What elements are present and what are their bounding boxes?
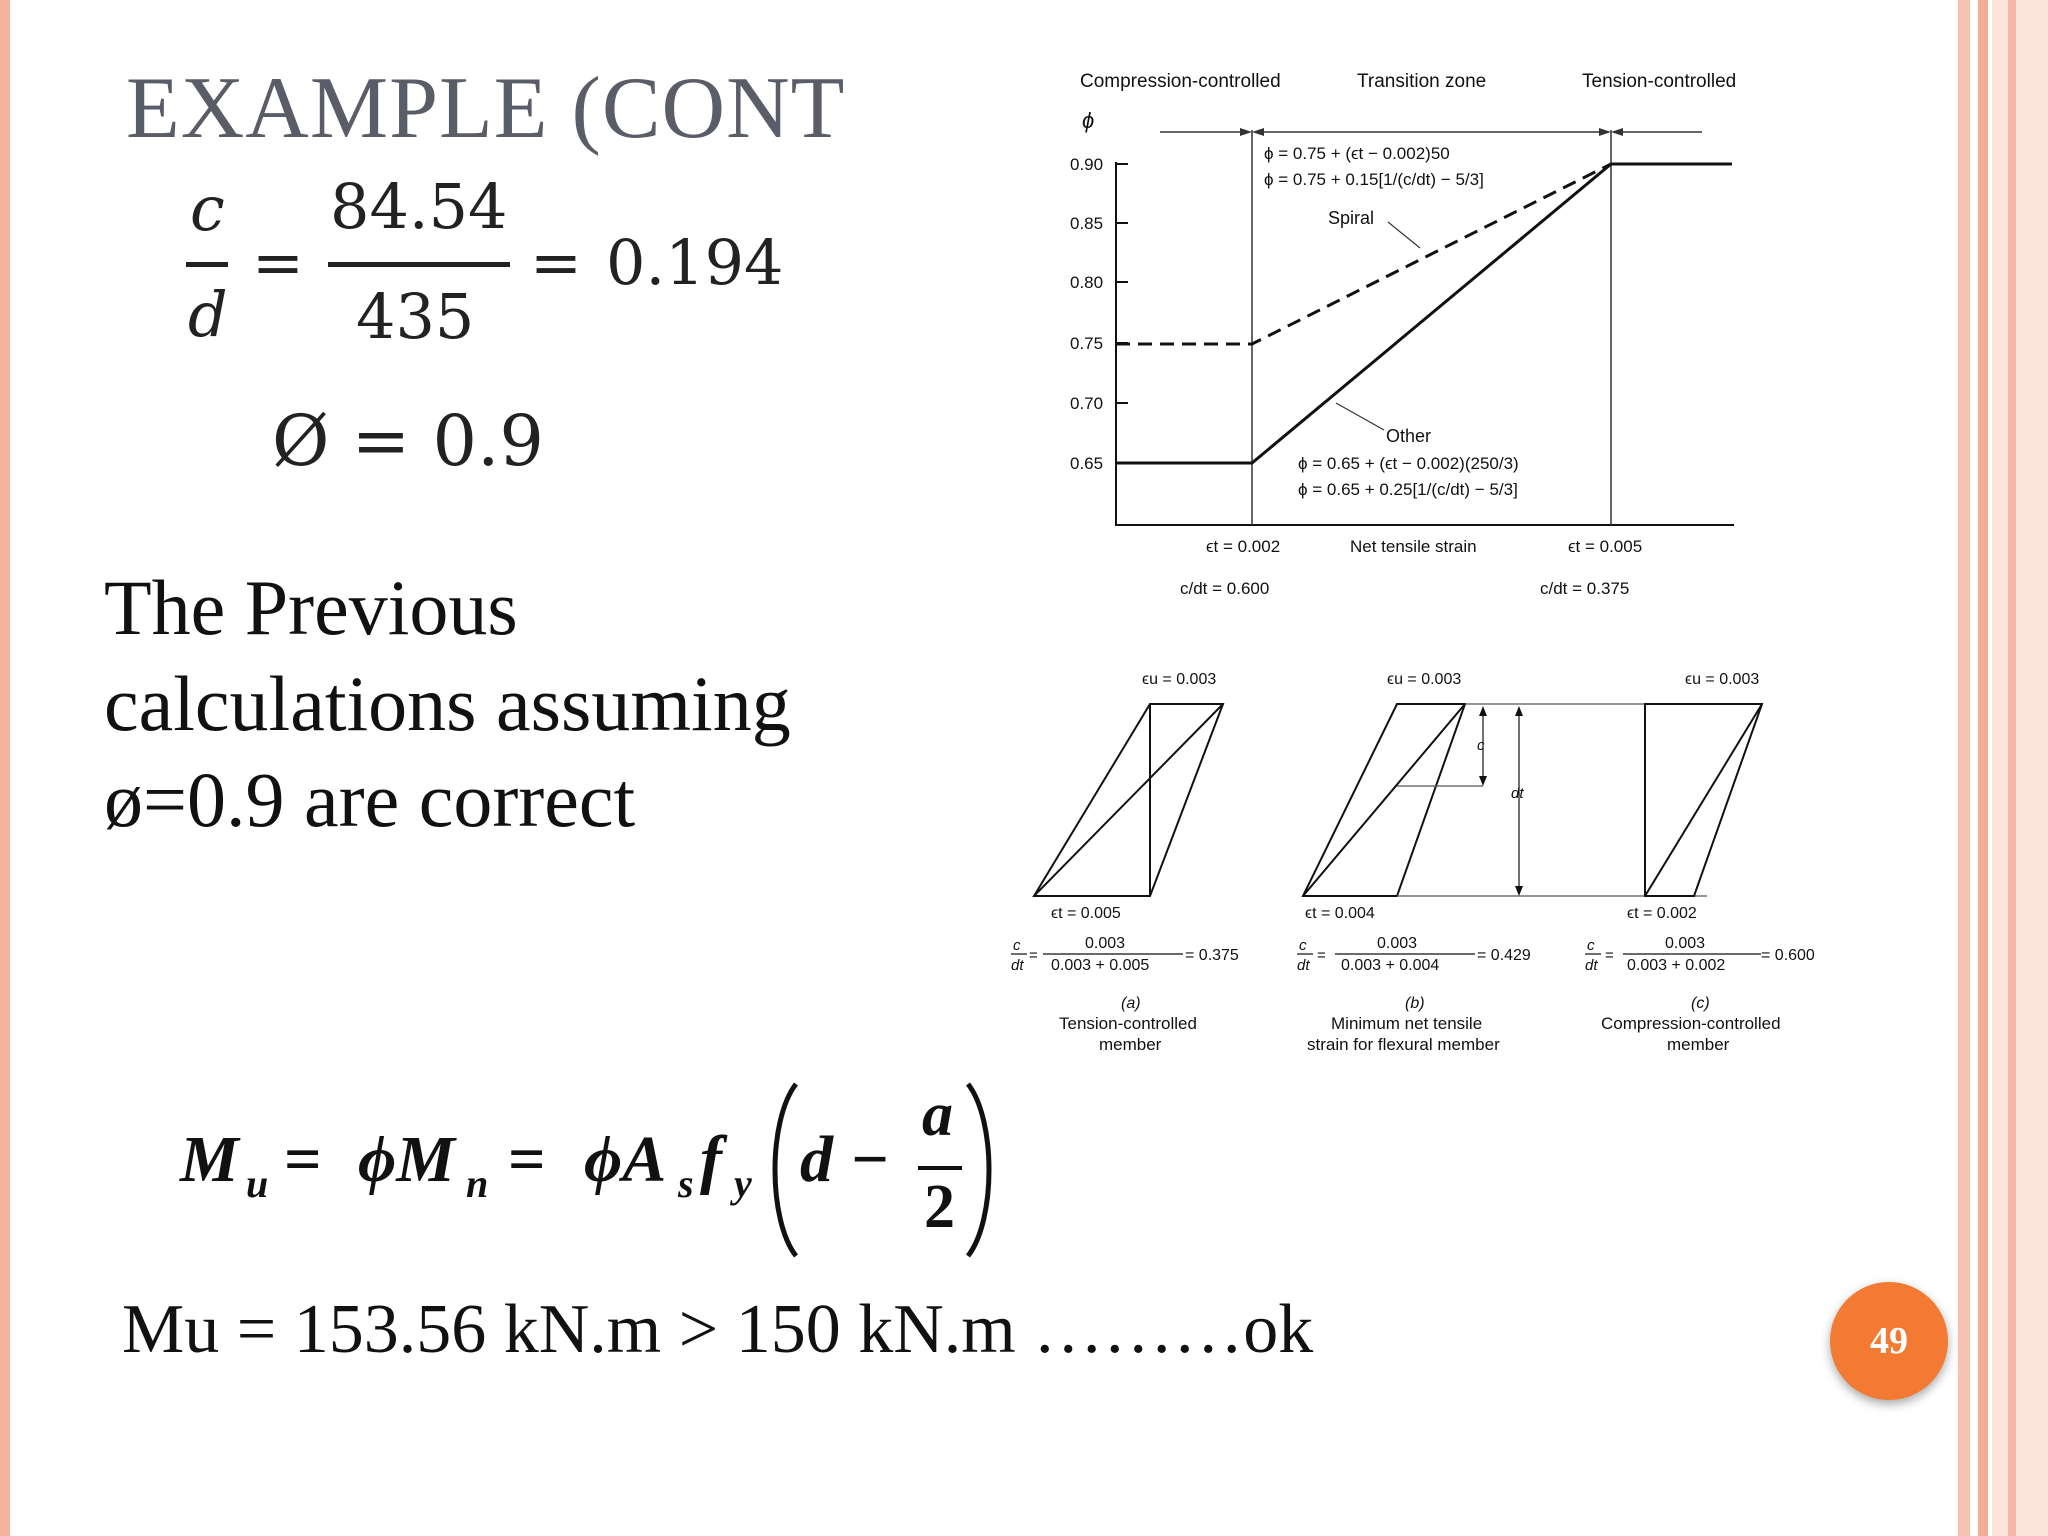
two-denominator: 2: [924, 1173, 955, 1241]
diagram-caption: Minimum net tensile: [1331, 1014, 1483, 1033]
diagram-letter: (c): [1691, 995, 1710, 1012]
strain-line: [1034, 704, 1223, 896]
arrow-head: [1479, 706, 1487, 716]
equals-sign: =: [252, 226, 304, 299]
right-paren: [962, 1080, 1002, 1260]
ratio-lhs-bar: [186, 262, 228, 267]
mu-subscript: u: [246, 1161, 269, 1206]
arrow-head: [1515, 706, 1523, 716]
arrow-head: [1515, 886, 1523, 896]
eq-sign: =: [1605, 947, 1614, 964]
right-border-stripe: [1992, 0, 2048, 1536]
arrow-head: [1252, 128, 1264, 136]
strain-diagram-a: [1011, 671, 1239, 1054]
ratio-result: 0.194: [606, 226, 784, 299]
eu-label: ϵu = 0.003: [1387, 671, 1462, 688]
right-border-stripe: [1958, 0, 1970, 1536]
a-numerator: a: [922, 1081, 953, 1149]
cd-den: dt: [1297, 957, 1310, 974]
y-axis-label: ϕ: [1082, 108, 1095, 133]
y-tick-label: 0.75: [1070, 334, 1104, 353]
frac-den: 0.003 + 0.002: [1627, 957, 1726, 974]
y-tick-label: 0.80: [1070, 273, 1104, 292]
y-tick-label: 0.85: [1070, 214, 1104, 233]
eu-label: ϵu = 0.003: [1142, 671, 1217, 688]
dt-label: dt: [1511, 785, 1524, 802]
other-formula: ϕ = 0.65 + 0.25[1/(c/dt) − 5/3]: [1298, 480, 1518, 499]
arrow-head: [1599, 128, 1611, 136]
slide-title: EXAMPLE (CONT: [126, 60, 846, 157]
x-tick-label: ϵt = 0.002: [1206, 537, 1281, 556]
cd-den: dt: [1011, 957, 1024, 974]
cd-num: c: [1299, 937, 1307, 954]
diagram-caption: member: [1099, 1035, 1162, 1054]
spiral-formula: ϕ = 0.75 + (ϵt − 0.002)50: [1264, 144, 1450, 163]
ratio-lhs-numerator: c: [190, 172, 225, 245]
diagram-caption: member: [1667, 1035, 1730, 1054]
y-tick-label: 0.90: [1070, 155, 1104, 174]
d-minus: d −: [800, 1123, 890, 1196]
other-curve: [1116, 164, 1732, 463]
left-paren: [762, 1080, 802, 1260]
phi-strain-chart: [1060, 58, 1760, 618]
other-formula: ϕ = 0.65 + (ϵt − 0.002)(250/3): [1298, 454, 1519, 473]
phi-equation: Ø = 0.9: [272, 400, 544, 482]
equals-sign: =: [508, 1123, 546, 1196]
diagram-caption: Tension-controlled: [1059, 1014, 1197, 1033]
et-label: ϵt = 0.005: [1051, 905, 1121, 922]
arrow-head: [1611, 128, 1623, 136]
cd-num: c: [1587, 937, 1595, 954]
moment-result: Mu = 153.56 kN.m > 150 kN.m ………ok: [122, 1291, 1314, 1368]
arrow-head: [1479, 776, 1487, 786]
diagram-letter: (b): [1405, 995, 1425, 1012]
a-over-2-bar: [918, 1166, 962, 1170]
as-subscript: s: [678, 1161, 694, 1206]
zone-label: Tension-controlled: [1582, 71, 1737, 92]
strain-diagrams: [1005, 640, 1835, 1070]
leader-line: [1336, 403, 1384, 430]
cd-num: c: [1013, 937, 1021, 954]
right-border-stripe: [2008, 0, 2016, 1536]
arrow-head: [1240, 128, 1252, 136]
phi-as: ϕA: [584, 1123, 667, 1196]
spiral-formula: ϕ = 0.75 + 0.15[1/(c/dt) − 5/3]: [1264, 170, 1484, 189]
ratio-lhs-denominator: d: [188, 278, 228, 351]
ratio-numerator: 84.54: [330, 170, 508, 243]
eq-sign: =: [1029, 947, 1038, 964]
paragraph-line: ø=0.9 are correct: [104, 756, 636, 843]
et-label: ϵt = 0.002: [1627, 905, 1697, 922]
diagram-letter: (a): [1121, 995, 1141, 1012]
frac-den: 0.003 + 0.005: [1051, 957, 1150, 974]
other-label: Other: [1386, 426, 1432, 446]
equals-sign: =: [284, 1123, 322, 1196]
cd-label: c/dt = 0.600: [1180, 579, 1270, 598]
zone-label: Compression-controlled: [1080, 71, 1281, 92]
spiral-label: Spiral: [1328, 208, 1375, 228]
page-number-badge: 49: [1830, 1282, 1948, 1400]
mu-symbol: M: [180, 1123, 239, 1196]
frac-result: = 0.600: [1761, 947, 1815, 964]
fy-subscript: y: [734, 1161, 752, 1206]
eq-sign: =: [1317, 947, 1326, 964]
right-border-stripe: [1978, 0, 1988, 1536]
phi-mn: ϕM: [358, 1123, 455, 1196]
ratio-denominator: 435: [356, 280, 475, 353]
x-axis-label: Net tensile strain: [1350, 537, 1477, 556]
y-tick-label: 0.70: [1070, 394, 1104, 413]
frac-result: = 0.429: [1477, 947, 1531, 964]
frac-num: 0.003: [1665, 935, 1706, 952]
leader-line: [1388, 222, 1420, 248]
spiral-curve: [1116, 164, 1732, 344]
paragraph-line: The Previous: [104, 564, 518, 651]
x-tick-label: ϵt = 0.005: [1568, 537, 1643, 556]
frac-den: 0.003 + 0.004: [1341, 957, 1440, 974]
eu-label: ϵu = 0.003: [1685, 671, 1760, 688]
left-border: [0, 0, 10, 1536]
diagram-caption: strain for flexural member: [1307, 1035, 1500, 1054]
strain-diagram-c: [1585, 671, 1815, 1054]
c-label: c: [1477, 737, 1485, 754]
paragraph-line: calculations assuming: [104, 660, 791, 747]
zone-label: Transition zone: [1357, 71, 1487, 92]
equals-sign: =: [530, 226, 582, 299]
diagram-caption: Compression-controlled: [1601, 1014, 1781, 1033]
frac-num: 0.003: [1377, 935, 1418, 952]
fy-symbol: f: [700, 1123, 722, 1196]
cd-label: c/dt = 0.375: [1540, 579, 1630, 598]
et-label: ϵt = 0.004: [1305, 905, 1375, 922]
mn-subscript: n: [466, 1161, 489, 1206]
cd-den: dt: [1585, 957, 1598, 974]
ratio-bar: [328, 262, 510, 267]
frac-result: = 0.375: [1185, 947, 1239, 964]
frac-num: 0.003: [1085, 935, 1126, 952]
y-tick-label: 0.65: [1070, 454, 1104, 473]
conclusion-paragraph: [104, 560, 964, 848]
